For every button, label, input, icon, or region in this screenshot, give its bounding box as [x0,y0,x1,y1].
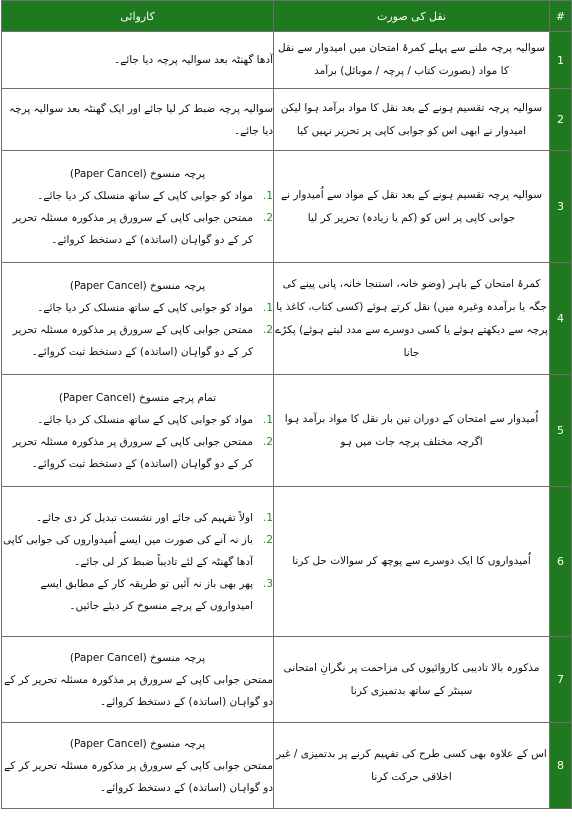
list-number: 1. [262,301,273,314]
list-text: باز نہ آنے کی صورت میں ایسے اُمیدواروں کی جوابی کاپی آدھا گھنٹہ کے لئے تادیباً ضبط کر لی جائے۔ [2,533,253,568]
header-row [2,1,572,32]
row-number: 3 [550,151,572,263]
case-cell: کمرۂ امتحان کے باہر (وضو خانہ، استنجا خانہ، پانی پینے کی جگہ یا برآمدہ وغیرہ میں) نقل کرتے ہوئے (کسی کتاب، کاغذ یا پرچہ سے دیکھتے ہوئے یا کسی دوسرے سے مدد لیتے ہوئے) پکڑے جانا [274,263,550,375]
table-row [2,375,572,487]
table-row [2,487,572,637]
rules-table [1,0,572,809]
row-number: 7 [550,637,572,723]
list-item [2,507,273,529]
action-title: پرچہ منسوخ (Paper Cancel) [69,279,206,292]
action-text: سوالیہ پرچہ ضبط کر لیا جائے اور ایک گھنٹہ بعد سوالیہ پرچہ دیا جائے۔ [8,102,273,137]
list-item [2,319,273,363]
header-action: کاروائی [2,1,274,32]
action-title: پرچہ منسوخ (Paper Cancel) [69,651,206,664]
list-item [2,409,273,431]
action-list [2,185,273,251]
list-text: مواد کو جوابی کاپی کے ساتھ منسلک کر دیا جائے۔ [37,189,253,202]
table-row [2,89,572,151]
case-cell: سوالیہ پرچہ تقسیم ہونے کے بعد نقل کا مواد برآمد ہوا لیکن امیدوار نے ابھی اس کو جوابی کاپی پر تحریر نہیں کیا [274,89,550,151]
case-cell: اُمیدواروں کا ایک دوسرے سے پوچھ کر سوالات حل کرنا [274,487,550,637]
list-item [2,207,273,251]
list-number: 2. [262,211,273,224]
action-list [2,297,273,363]
action-cell [2,637,274,723]
list-text: ممتحن جوابی کاپی کے سرورق پر مذکورہ مسئلہ تحریر کر کے دو گواہان (اساتذہ) کے دستخط ثبت کروائے۔ [12,435,253,470]
row-number: 6 [550,487,572,637]
case-cell: سوالیہ پرچہ ملنے سے پہلے کمرۂ امتحان میں امیدوار سے نقل کا مواد (بصورت کتاب / پرچہ / موبائل) برآمد [274,32,550,89]
list-number: 3. [262,577,273,590]
action-text: ممتحن جوابی کاپی کے سرورق پر مذکورہ مسئلہ تحریر کر کے دو گواہان (اساتذہ) کے دستخط کروائے۔ [4,673,273,708]
row-number: 4 [550,263,572,375]
table-row [2,637,572,723]
header-case: نقل کی صورت [274,1,550,32]
list-text: اولاً تفہیم کی جائے اور نشست تبدیل کر دی جائے۔ [35,511,253,524]
action-cell [2,89,274,151]
action-cell [2,263,274,375]
header-num: # [550,1,572,32]
action-cell [2,723,274,809]
action-list [2,409,273,475]
row-number: 2 [550,89,572,151]
action-cell [2,32,274,89]
list-number: 2. [262,533,273,546]
row-number: 5 [550,375,572,487]
list-item [2,431,273,475]
list-item [2,529,273,573]
action-cell [2,375,274,487]
action-cell [2,151,274,263]
list-number: 1. [262,413,273,426]
list-text: ممتحن جوابی کاپی کے سرورق پر مذکورہ مسئلہ تحریر کر کے دو گواہان (اساتذہ) کے دستخط ثبت کروائے۔ [12,323,253,358]
case-cell: اُمیدوار سے امتحان کے دوران تین بار نقل کا مواد برآمد ہوا اگرچہ مختلف پرچہ جات میں ہو [274,375,550,487]
list-text: پھر بھی باز نہ آئیں تو طریقہ کار کے مطابق ایسے امیدواروں کے پرچے منسوخ کر دیئے جائیں۔ [40,577,253,612]
action-cell [2,487,274,637]
action-text: آدھا گھنٹہ بعد سوالیہ پرچہ دیا جائے۔ [114,54,273,66]
table-row [2,723,572,809]
action-list [2,507,273,617]
list-number: 1. [262,189,273,202]
row-number: 8 [550,723,572,809]
list-text: ممتحن جوابی کاپی کے سرورق پر مذکورہ مسئلہ تحریر کر کے دو گواہان (اساتذہ) کے دستخط کروائے۔ [12,211,253,246]
list-item [2,573,273,617]
case-cell: سوالیہ پرچہ تقسیم ہونے کے بعد نقل کے مواد سے اُمیدوار نے جوابی کاپی پر اس کو (کم یا زیادہ) تحریر کر لیا [274,151,550,263]
case-cell: مذکورہ بالا تادیبی کاروائیوں کی مزاحمت پر نگرانِ امتحانی سینٹر کے ساتھ بدتمیزی کرنا [274,637,550,723]
table-row [2,32,572,89]
action-title: تمام پرچے منسوخ (Paper Cancel) [58,391,217,404]
list-text: مواد کو جوابی کاپی کے ساتھ منسلک کر دیا جائے۔ [37,301,253,314]
list-text: مواد کو جوابی کاپی کے ساتھ منسلک کر دیا جائے۔ [37,413,253,426]
list-item [2,185,273,207]
action-title: پرچہ منسوخ (Paper Cancel) [69,737,206,750]
table-row [2,151,572,263]
action-title: پرچہ منسوخ (Paper Cancel) [69,167,206,180]
table-row [2,263,572,375]
list-number: 1. [262,511,273,524]
case-cell: اس کے علاوہ بھی کسی طرح کی تفہیم کرنے پر بدتمیزی / غیر اخلاقی حرکت کرنا [274,723,550,809]
action-text: ممتحن جوابی کاپی کے سرورق پر مذکورہ مسئلہ تحریر کر کے دو گواہان (اساتذہ) کے دستخط کروائے۔ [4,759,273,794]
row-number: 1 [550,32,572,89]
list-item [2,297,273,319]
list-number: 2. [262,323,273,336]
list-number: 2. [262,435,273,448]
